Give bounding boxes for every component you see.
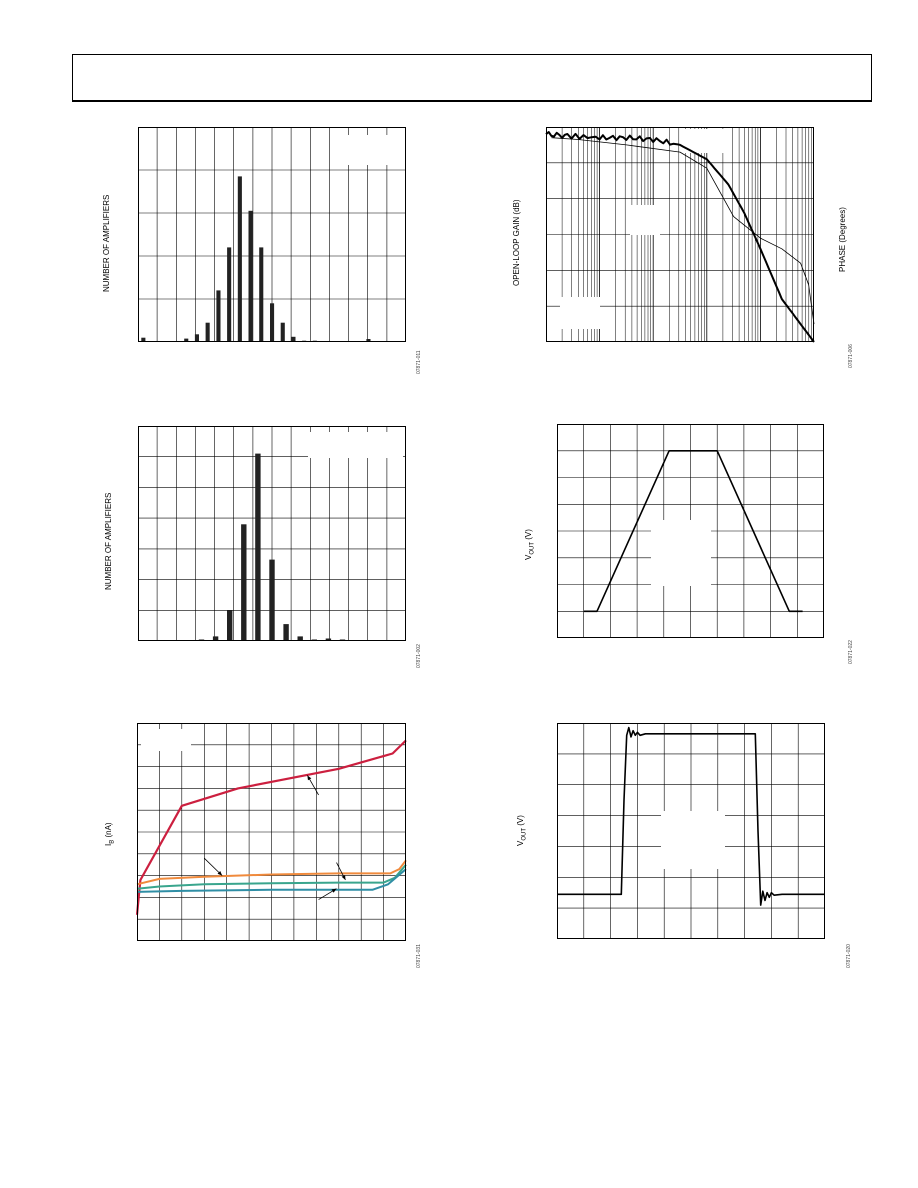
c1-bar — [216, 290, 220, 342]
c4-legend-area-bottom — [560, 297, 600, 329]
c4-figure-id: 07871-006 — [848, 344, 854, 368]
c6-ylabel: $V_{OUT}$ (V) — [516, 815, 528, 846]
c2-legend-area — [308, 432, 403, 458]
c6-plot — [557, 723, 825, 939]
c1-ylabel: NUMBER OF AMPLIFIERS — [102, 194, 111, 292]
c2-ylabel: NUMBER OF AMPLIFIERS — [104, 492, 113, 590]
c4-ylabel-right: PHASE (Degrees) — [838, 207, 847, 272]
c1-bar — [259, 247, 263, 342]
c4-plot — [546, 127, 814, 342]
c6-legend-area — [661, 811, 725, 869]
c2-bar — [227, 610, 232, 641]
c5-plot — [557, 424, 824, 638]
c2-bar — [269, 560, 274, 641]
c3-ylabel: $I_B$ (nA) — [104, 822, 116, 846]
c3-figure-id: 07871-031 — [416, 944, 422, 968]
c4-gain-line — [551, 138, 814, 324]
c1-legend-area — [343, 135, 401, 165]
c1-bar — [281, 323, 285, 342]
c1-bar — [249, 211, 253, 342]
c1-plot — [138, 127, 406, 342]
c4-legend-area-mid — [630, 205, 660, 235]
c1-figure-id: 07871-011 — [416, 350, 422, 374]
c1-bar — [270, 303, 274, 342]
c2-bar — [241, 524, 246, 641]
c5-figure-id: 07871-022 — [848, 640, 854, 664]
c1-bar — [206, 323, 210, 342]
c2-figure-id: 07871-002 — [416, 644, 422, 668]
c2-bar — [255, 454, 260, 641]
c6-figure-id: 07871-020 — [846, 944, 852, 968]
c2-bar — [283, 624, 288, 641]
c1-bar — [227, 247, 231, 342]
page-header-box — [72, 54, 872, 102]
c3-plot — [137, 723, 406, 941]
c5-legend-area — [651, 520, 711, 586]
c2-plot — [138, 426, 406, 641]
c3-legend-area — [141, 729, 191, 751]
c4-ylabel-left: OPEN-LOOP GAIN (dB) — [512, 199, 521, 286]
c5-ylabel: $V_{OUT}$ (V) — [524, 529, 536, 560]
c1-bar — [195, 334, 199, 342]
c1-bar — [238, 176, 242, 342]
